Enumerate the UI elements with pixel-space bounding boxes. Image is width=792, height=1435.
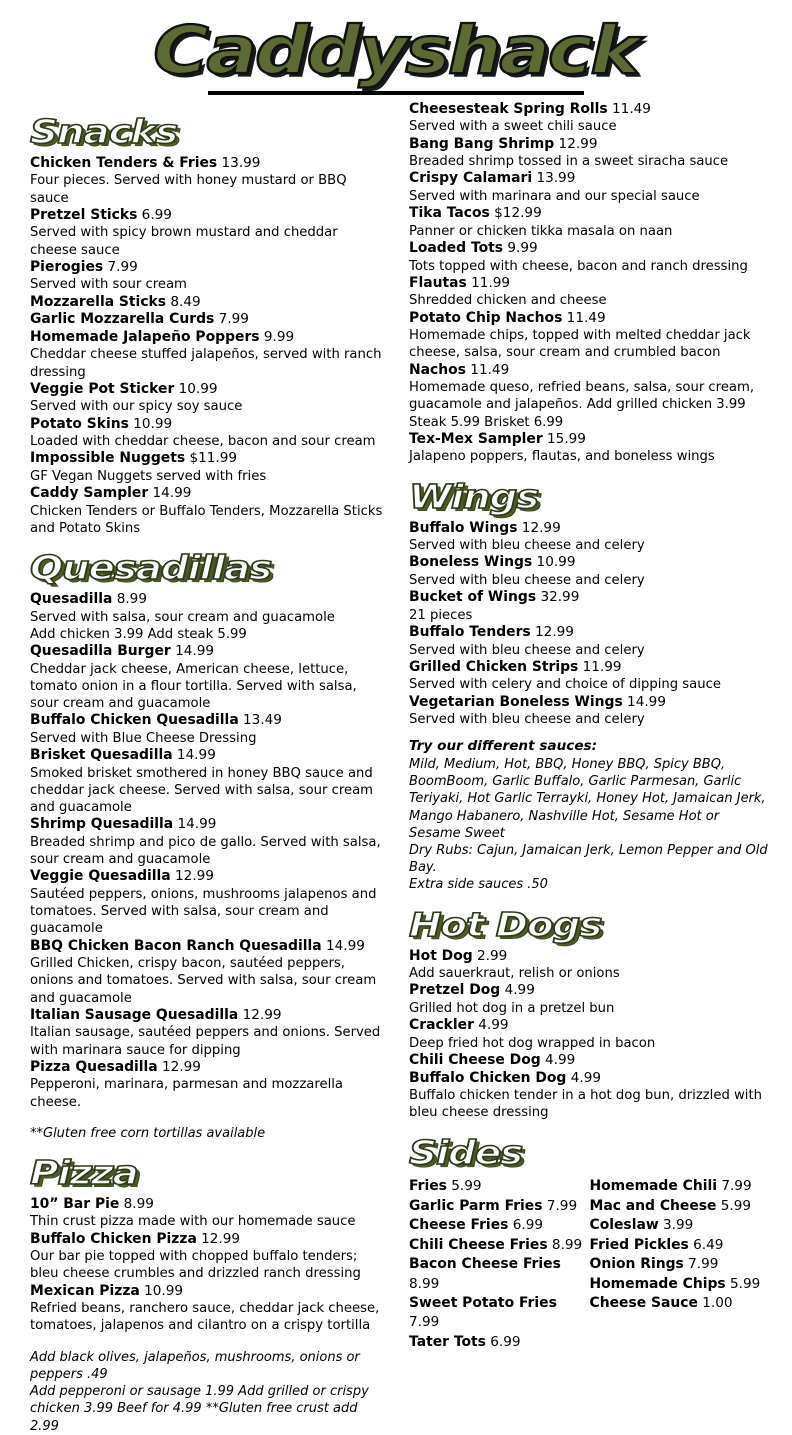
- menu-item-price: 9.99: [263, 328, 295, 345]
- menu-item-name: Buffalo Wings: [409, 519, 518, 536]
- menu-item-description: Chicken Tenders or Buffalo Tenders, Mozzarella Sticks and Potato Skins: [30, 503, 383, 536]
- side-item-price: 5.99: [720, 1197, 752, 1214]
- menu-item: [409, 205, 770, 240]
- menu-item: [409, 275, 770, 310]
- menu-item-description: Cheddar cheese stuffed jalapeños, served with ranch dressing: [30, 347, 382, 380]
- side-item-name: Coleslaw: [589, 1217, 659, 1234]
- menu-item-heading: [30, 1196, 387, 1214]
- menu-item-price: 14.99: [176, 747, 216, 764]
- menu-item: [409, 982, 770, 1017]
- menu-item-description: Our bar pie topped with chopped buffalo tenders; bleu cheese crumbles and drizzled ranch dressing: [30, 1249, 361, 1282]
- menu-item-description: Served with sour cream: [30, 277, 187, 293]
- menu-item-price: 10.99: [178, 380, 218, 397]
- menu-item-price: 7.99: [218, 311, 249, 328]
- side-item-name: Sweet Potato Fries: [409, 1294, 557, 1311]
- menu-item-name: Italian Sausage Quesadilla: [30, 1006, 239, 1023]
- menu-item-description: Served with salsa, sour cream and guacamole: [30, 609, 335, 625]
- menu-item-name: Mexican Pizza: [30, 1282, 140, 1299]
- menu-item: [409, 1070, 770, 1122]
- menu-item-heading: [30, 311, 387, 329]
- menu-item-description: 21 pieces: [409, 607, 473, 623]
- menu-item-price: 4.99: [570, 1069, 601, 1086]
- menu-item-heading: [409, 205, 770, 223]
- side-item-price: 8.99: [409, 1275, 440, 1292]
- menu-item-heading: [409, 1017, 770, 1035]
- menu-item-heading: [30, 1059, 387, 1077]
- menu-item-price: 8.49: [170, 293, 201, 310]
- menu-item-name: Buffalo Chicken Dog: [409, 1069, 567, 1086]
- menu-item-name: Mozzarella Sticks: [30, 293, 167, 310]
- menu-item-name: Crispy Calamari: [409, 170, 533, 187]
- menu-item-heading: [409, 948, 770, 966]
- menu-item-name: Homemade Jalapeño Poppers: [30, 328, 260, 345]
- menu-item: [409, 170, 770, 205]
- menu-item-description: Sautéed peppers, onions, mushrooms jalapenos and tomatoes. Served with salsa, sour cream and guacamole: [30, 886, 377, 937]
- menu-item-name: Pretzel Sticks: [30, 206, 138, 223]
- menu-item-description: Homemade queso, refried beans, salsa, sour cream, guacamole and jalapeños. Add grilled chicken 3.99 Steak 5.99 Brisket 6.99: [409, 380, 755, 430]
- menu-item-heading: [30, 416, 387, 434]
- menu-item: [30, 450, 387, 485]
- menu-item-description: Four pieces. Served with honey mustard or BBQ sauce: [30, 173, 347, 206]
- menu-item-heading: [409, 136, 770, 154]
- menu-item: [409, 240, 770, 275]
- menu-item-name: Potato Skins: [30, 415, 129, 432]
- menu-item-name: Garlic Mozzarella Curds: [30, 311, 215, 328]
- side-item: [409, 1216, 589, 1235]
- menu-item-price: 10.99: [133, 415, 173, 432]
- menu-item-name: Buffalo Chicken Pizza: [30, 1230, 197, 1247]
- menu-item-name: Chili Cheese Dog: [409, 1051, 541, 1068]
- menu-item-price: 11.99: [471, 274, 511, 291]
- side-item: [590, 1294, 770, 1313]
- menu-item-price: 11.49: [566, 309, 606, 326]
- menu-item-name: Bang Bang Shrimp: [409, 135, 555, 152]
- side-item: [590, 1216, 770, 1235]
- menu-item: [409, 1052, 770, 1070]
- menu-item-name: Pretzel Dog: [409, 982, 501, 999]
- section-note: Extra side sauces .50: [409, 877, 548, 893]
- menu-item-name: Quesadilla: [30, 591, 113, 608]
- menu-item-price: 4.99: [504, 982, 535, 999]
- side-item-name: Fries: [409, 1178, 447, 1195]
- side-item: [409, 1294, 589, 1333]
- side-item-price: 6.99: [512, 1217, 543, 1234]
- side-item-price: 5.99: [730, 1275, 761, 1292]
- menu-item: [409, 136, 770, 171]
- menu-item-price: 4.99: [545, 1051, 576, 1068]
- menu-item-description: Served with Blue Cheese Dressing: [30, 730, 257, 746]
- menu-column-left: [30, 101, 403, 1435]
- menu-item-price: 11.99: [582, 658, 622, 675]
- side-item-name: Onion Rings: [589, 1256, 684, 1273]
- menu-masthead: [0, 0, 792, 95]
- menu-item-name: Buffalo Chicken Quesadilla: [30, 712, 239, 729]
- menu-item-heading: [30, 155, 387, 173]
- menu-item-heading: [30, 1283, 387, 1301]
- side-item: [409, 1333, 589, 1352]
- menu-item-name: BBQ Chicken Bacon Ranch Quesadilla: [30, 937, 322, 954]
- menu-item: [409, 624, 770, 659]
- menu-item-heading: [409, 310, 770, 328]
- menu-item-heading: [409, 101, 770, 119]
- menu-item-name: Grilled Chicken Strips: [409, 658, 579, 675]
- menu-item-name: Crackler: [409, 1017, 474, 1034]
- menu-item-name: Vegetarian Boneless Wings: [409, 693, 623, 710]
- side-item: [590, 1197, 770, 1216]
- menu-item-heading: [409, 554, 770, 572]
- menu-item: [30, 868, 387, 937]
- menu-item: [409, 520, 770, 555]
- side-item: [409, 1255, 589, 1294]
- menu-item-price: 7.99: [107, 258, 138, 275]
- menu-item-heading: [30, 259, 387, 277]
- section-note: Add black olives, jalapeños, mushrooms, onions or peppers .49: [30, 1349, 360, 1382]
- menu-column-right: [403, 101, 770, 1352]
- menu-item-price: 12.99: [535, 624, 574, 640]
- menu-item-price: 13.49: [243, 712, 282, 729]
- menu-item: [30, 207, 387, 259]
- menu-item-price: 9.99: [507, 240, 538, 257]
- side-item-name: Bacon Cheese Fries: [409, 1256, 561, 1273]
- menu-item-price: 8.99: [116, 591, 147, 608]
- menu-item: [30, 747, 387, 816]
- menu-item-heading: [409, 1052, 770, 1070]
- side-item-price: 6.49: [693, 1236, 724, 1253]
- menu-item-name: Veggie Quesadilla: [30, 868, 171, 885]
- menu-item-description: Served with bleu cheese and celery: [409, 642, 645, 658]
- menu-item-description: Served with bleu cheese and celery: [409, 712, 645, 728]
- menu-item-price: 32.99: [540, 589, 580, 606]
- menu-item-price: 11.49: [612, 100, 651, 117]
- side-item-name: Cheese Fries: [409, 1217, 509, 1234]
- menu-item-description: Served with celery and choice of dipping sauce: [409, 677, 721, 693]
- menu-item-description: Add sauerkraut, relish or onions: [409, 966, 620, 982]
- menu-item-name: Shrimp Quesadilla: [30, 816, 174, 833]
- restaurant-title: Caddyshack: [153, 11, 639, 90]
- menu-item-description: Tots topped with cheese, bacon and ranch dressing: [409, 258, 748, 274]
- menu-item-price: 10.99: [536, 554, 576, 571]
- menu-item-description: Served with bleu cheese and celery: [409, 573, 645, 588]
- sides-grid: [409, 1177, 770, 1352]
- menu-item-name: Cheesesteak Spring Rolls: [409, 100, 608, 117]
- menu-item-price: 10.99: [144, 1282, 184, 1299]
- menu-item-name: Veggie Pot Sticker: [30, 380, 175, 397]
- menu-item-heading: [409, 362, 770, 380]
- side-item-name: Fried Pickles: [589, 1236, 689, 1253]
- side-item-price: 3.99: [663, 1217, 694, 1234]
- section-note: Dry Rubs: Cajun, Jamaican Jerk, Lemon Pepper and Old Bay.: [409, 843, 768, 876]
- side-item-name: Homemade Chips: [589, 1275, 726, 1292]
- menu-item: [30, 329, 387, 381]
- side-item-price: 5.99: [451, 1178, 482, 1195]
- menu-item-heading: [30, 938, 387, 956]
- menu-item: [409, 310, 770, 362]
- menu-item-price: 12.99: [201, 1230, 241, 1247]
- menu-item-name: Quesadilla Burger: [30, 643, 171, 660]
- menu-item-description: Deep fried hot dog wrapped in bacon: [409, 1035, 656, 1051]
- menu-item-price: 14.99: [627, 693, 666, 710]
- menu-item-price: 12.99: [521, 519, 561, 536]
- menu-item-name: Nachos: [409, 361, 466, 378]
- menu-item: [30, 381, 387, 416]
- side-item: [590, 1275, 770, 1294]
- menu-item-heading: [409, 275, 770, 293]
- menu-item: [409, 694, 770, 729]
- menu-item-heading: [30, 1231, 387, 1249]
- section-note: Add pepperoni or sausage 1.99 Add grilled or crispy chicken 3.99 Beef for 4.99 **Gluten free crust add 2.99: [30, 1384, 369, 1434]
- menu-item: [30, 591, 387, 643]
- menu-item-heading: [409, 431, 770, 449]
- menu-item-price: 13.99: [536, 170, 576, 187]
- menu-item: [30, 485, 387, 537]
- menu-item-description: Grilled Chicken, crispy bacon, sautéed peppers, onions and tomatoes. Served with salsa, sour cream and guacamole: [30, 956, 377, 1006]
- sides-column-left: [409, 1177, 589, 1352]
- menu-item-description: Buffalo chicken tender in a hot dog bun, drizzled with bleu cheese dressing: [409, 1088, 762, 1121]
- menu-item: [30, 1196, 387, 1231]
- menu-item-price: 11.49: [470, 361, 510, 378]
- menu-item-heading: [30, 591, 387, 609]
- menu-item: [30, 311, 387, 329]
- menu-item-heading: [30, 643, 387, 661]
- menu-item-name: Boneless Wings: [409, 554, 533, 571]
- section-header-quesadillas: Quesadillas: [30, 548, 272, 588]
- menu-item-name: Tex-Mex Sampler: [409, 430, 543, 447]
- menu-item: [30, 416, 387, 451]
- menu-item-name: Bucket of Wings: [409, 589, 537, 606]
- side-item-name: Chili Cheese Fries: [409, 1236, 548, 1253]
- menu-item-name: Buffalo Tenders: [409, 624, 531, 640]
- menu-item-description: Served with bleu cheese and celery: [409, 538, 645, 554]
- menu-item-heading: [30, 747, 387, 765]
- menu-item-description: Homemade chips, topped with melted cheddar jack cheese, salsa, sour cream and crumbled bacon: [409, 328, 751, 361]
- menu-item-name: Pierogies: [30, 258, 104, 275]
- menu-item-heading: [409, 659, 770, 677]
- menu-item-price: 14.99: [175, 643, 214, 660]
- side-item-price: 7.99: [546, 1197, 578, 1214]
- menu-item-heading: [409, 1070, 770, 1088]
- menu-item-description: Thin crust pizza made with our homemade sauce: [30, 1214, 356, 1230]
- section-header-sides: Sides: [409, 1132, 522, 1172]
- menu-item: [409, 1017, 770, 1052]
- menu-item-description: Pepperoni, marinara, parmesan and mozzarella cheese.: [30, 1077, 343, 1110]
- menu-item-description: Cheddar jack cheese, American cheese, lettuce, tomato onion in a flour tortilla. Served with salsa, sour cream and guacamole: [30, 661, 357, 712]
- menu-columns: [0, 95, 792, 1435]
- menu-item-heading: [409, 694, 770, 712]
- menu-item-description: Served with marinara and our special sauce: [409, 189, 700, 205]
- menu-item-description: Breaded shrimp tossed in a sweet siracha sauce: [409, 154, 729, 170]
- section-header-hot-dogs: Hot Dogs: [409, 904, 602, 944]
- side-item-price: 7.99: [688, 1256, 719, 1273]
- menu-item-name: Caddy Sampler: [30, 485, 149, 502]
- menu-item: [30, 259, 387, 294]
- side-item-name: Cheese Sauce: [589, 1294, 698, 1311]
- menu-item: [30, 155, 387, 207]
- menu-item-price: 14.99: [152, 485, 192, 502]
- menu-item-price: 15.99: [547, 430, 586, 447]
- menu-item-description: Refried beans, ranchero sauce, cheddar jack cheese, tomatoes, jalapenos and cilantro on a crispy tortilla: [30, 1301, 380, 1334]
- menu-item-name: Pizza Quesadilla: [30, 1058, 158, 1075]
- menu-item-heading: [409, 520, 770, 538]
- menu-item: [409, 101, 770, 136]
- menu-item: [409, 431, 770, 466]
- menu-item-heading: [30, 207, 387, 225]
- side-item: [590, 1236, 770, 1255]
- menu-item-heading: [409, 589, 770, 607]
- menu-item: [30, 643, 387, 712]
- side-item-price: 6.99: [490, 1333, 521, 1350]
- menu-item-heading: [30, 816, 387, 834]
- menu-item: [409, 554, 770, 589]
- menu-item-name: Potato Chip Nachos: [409, 309, 563, 326]
- menu-item: [30, 294, 387, 312]
- menu-item-price: $11.99: [189, 450, 238, 467]
- section-header-snacks: Snacks: [30, 111, 178, 151]
- menu-item-price: 12.99: [175, 868, 214, 885]
- side-item-name: Mac and Cheese: [589, 1197, 717, 1214]
- side-item-name: Homemade Chili: [589, 1178, 717, 1195]
- menu-item-description: GF Vegan Nuggets served with fries: [30, 469, 267, 484]
- menu-item-heading: [30, 381, 387, 399]
- menu-item: [30, 938, 387, 1007]
- menu-item-price: 12.99: [242, 1006, 282, 1023]
- menu-item-heading: [30, 712, 387, 730]
- menu-item-description: Served with our spicy soy sauce: [30, 399, 243, 415]
- menu-item-price: $12.99: [494, 205, 542, 222]
- menu-item-description: Served with a sweet chili sauce: [409, 119, 617, 135]
- menu-item: [409, 362, 770, 431]
- menu-item-price: 12.99: [558, 135, 598, 152]
- menu-item: [30, 1059, 387, 1111]
- menu-item-name: Impossible Nuggets: [30, 450, 186, 467]
- menu-item: [409, 948, 770, 983]
- section-note: Mild, Medium, Hot, BBQ, Honey BBQ, Spicy BBQ, BoomBoom, Garlic Buffalo, Garlic Parmesan, Garlic Teriyaki, Hot Garlic Terrayki, Honey Hot, Jamaican Jerk, Mango Habanero, Nashville Hot, Sesame Hot or Sesame Sweet: [409, 756, 766, 841]
- side-item-price: 7.99: [721, 1178, 752, 1195]
- menu-item-description: Shredded chicken and cheese: [409, 293, 607, 309]
- menu-item-description: Grilled hot dog in a pretzel bun: [409, 1000, 615, 1016]
- menu-item-price: 14.99: [177, 816, 217, 833]
- menu-item-price: 6.99: [141, 206, 172, 223]
- menu-item-description: Smoked brisket smothered in honey BBQ sauce and cheddar jack cheese. Served with salsa, sour cream and guacamole: [30, 765, 374, 816]
- menu-item-price: 2.99: [477, 947, 508, 964]
- side-item: [409, 1236, 589, 1255]
- menu-item-name: Tika Tacos: [409, 205, 490, 222]
- menu-item: [30, 1007, 387, 1059]
- section-header-pizza: Pizza: [30, 1152, 138, 1192]
- menu-item-price: 14.99: [325, 937, 365, 954]
- menu-item-description: Loaded with cheddar cheese, bacon and sour cream: [30, 434, 376, 450]
- side-item: [409, 1177, 589, 1196]
- menu-item-description: Jalapeno poppers, flautas, and boneless wings: [409, 449, 715, 465]
- menu-item-name: 10” Bar Pie: [30, 1195, 120, 1212]
- menu-item-description: Italian sausage, sautéed peppers and onions. Served with marinara sauce for dipping: [30, 1025, 381, 1058]
- menu-item-name: Brisket Quesadilla: [30, 747, 173, 764]
- menu-item-heading: [30, 868, 387, 886]
- menu-item-heading: [30, 485, 387, 503]
- menu-item-description: Panner or chicken tikka masala on naan: [409, 223, 673, 239]
- menu-item-heading: [30, 450, 387, 468]
- menu-item-heading: [30, 1007, 387, 1025]
- menu-item-heading: [409, 624, 770, 642]
- menu-item-description: Add chicken 3.99 Add steak 5.99: [30, 626, 247, 642]
- menu-item-price: 13.99: [221, 154, 261, 171]
- menu-item-description: Served with spicy brown mustard and cheddar cheese sauce: [30, 225, 338, 258]
- side-item-price: 1.00: [702, 1294, 733, 1311]
- menu-item: [30, 1231, 387, 1283]
- side-item-name: Tater Tots: [409, 1333, 486, 1350]
- menu-item-name: Hot Dog: [409, 947, 473, 964]
- sides-column-right: [590, 1177, 770, 1352]
- menu-item-heading: [30, 294, 387, 312]
- menu-item-description: Breaded shrimp and pico de gallo. Served with salsa, sour cream and guacamole: [30, 834, 381, 868]
- menu-item-name: Loaded Tots: [409, 240, 504, 257]
- side-item: [590, 1255, 770, 1274]
- menu-item-name: Chicken Tenders & Fries: [30, 154, 218, 171]
- side-item: [409, 1197, 589, 1216]
- menu-item-heading: [409, 240, 770, 258]
- menu-item-heading: [409, 982, 770, 1000]
- side-item-price: 7.99: [409, 1314, 440, 1331]
- sauces-note-heading: Try our different sauces:: [409, 738, 598, 755]
- side-item-name: Garlic Parm Fries: [409, 1197, 543, 1214]
- side-item: [590, 1177, 770, 1196]
- menu-item: [409, 589, 770, 624]
- section-header-wings: Wings: [409, 476, 539, 516]
- menu-item: [409, 659, 770, 694]
- menu-item-heading: [30, 329, 387, 347]
- menu-item-heading: [409, 170, 770, 188]
- menu-item-price: 8.99: [123, 1195, 154, 1212]
- section-note: **Gluten free corn tortillas available: [30, 1125, 266, 1141]
- menu-item: [30, 816, 387, 868]
- menu-item-name: Flautas: [409, 274, 467, 291]
- side-item-price: 8.99: [551, 1236, 583, 1253]
- menu-item-price: 12.99: [162, 1058, 201, 1075]
- menu-item: [30, 1283, 387, 1335]
- menu-item: [30, 712, 387, 747]
- menu-item-price: 4.99: [478, 1017, 509, 1034]
